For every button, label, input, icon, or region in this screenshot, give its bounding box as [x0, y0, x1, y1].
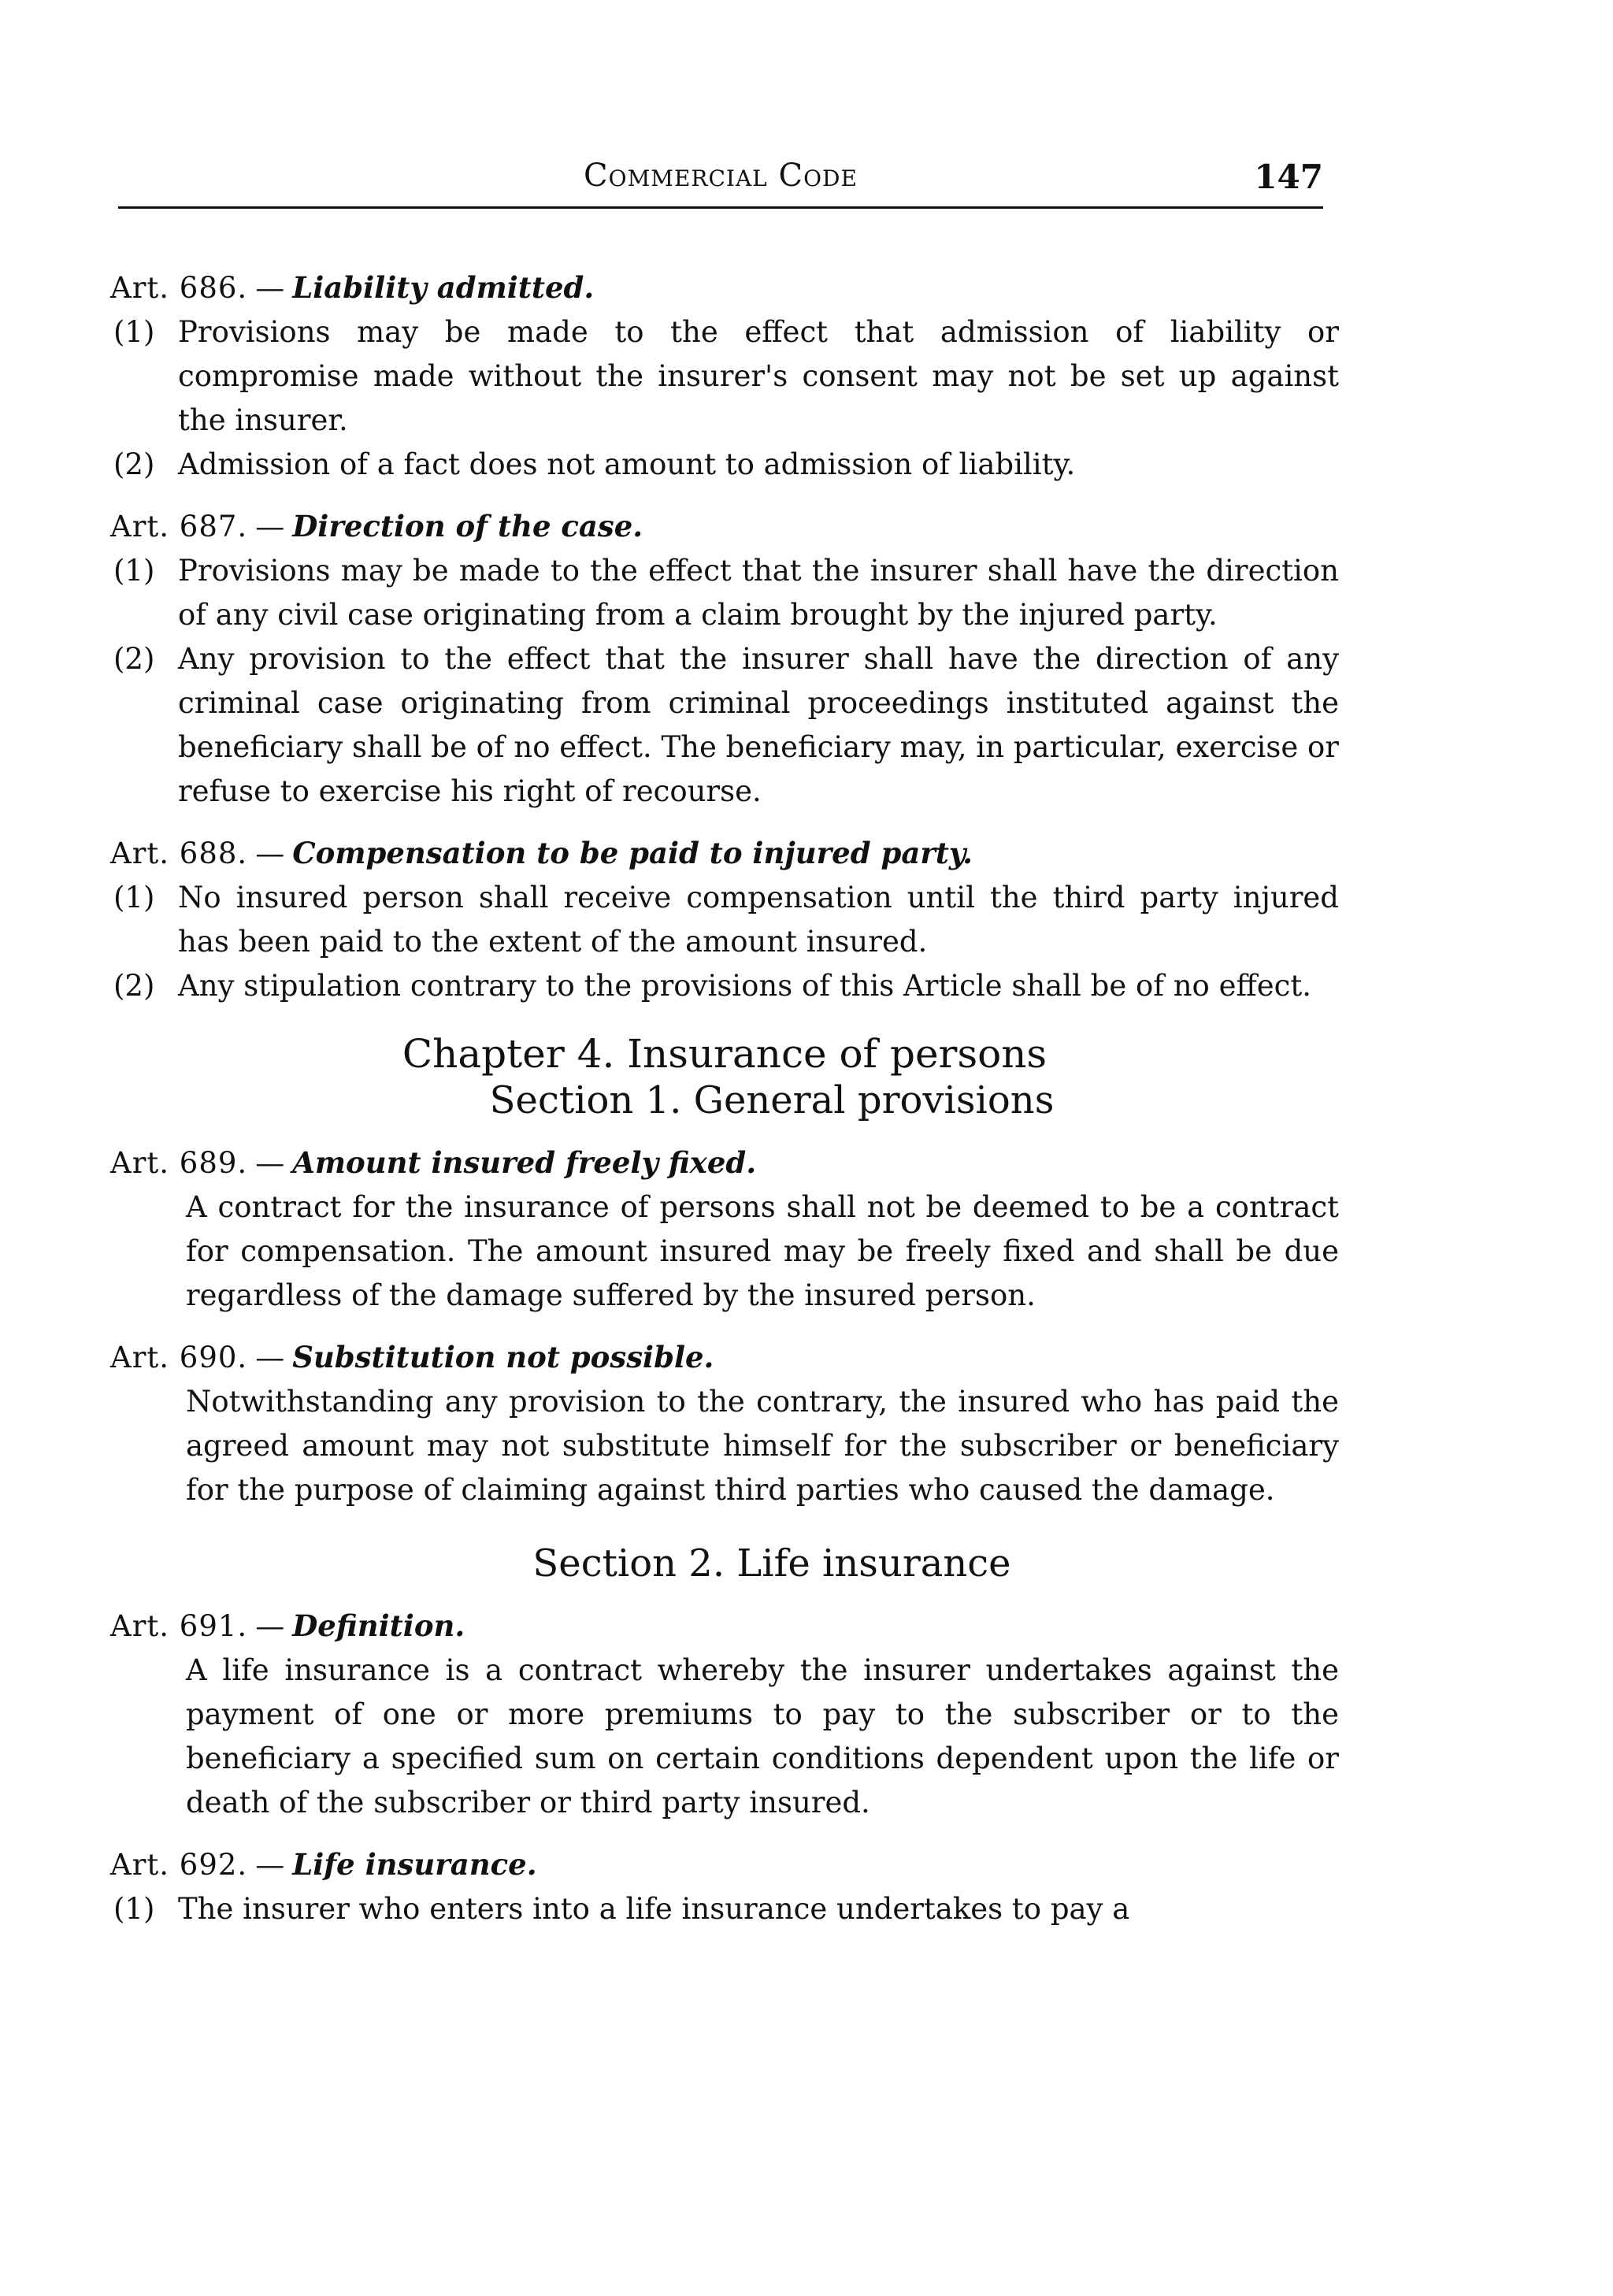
article-heading: Art. 691. — Definition.	[110, 1608, 465, 1643]
page-content	[110, 248, 1339, 1931]
article-number: Art. 690.	[110, 1341, 248, 1374]
article-number: Art. 689.	[110, 1146, 248, 1180]
article-title: Substitution not possible.	[292, 1340, 714, 1374]
article-heading: Art. 686. — Liability admitted.	[110, 270, 595, 305]
article-number: Art. 692.	[110, 1848, 248, 1882]
item-text: Any stipulation contrary to the provisions of this Article shall be of no effect.	[178, 969, 1312, 1003]
item-marker: (1)	[113, 315, 155, 349]
article-item	[110, 876, 1339, 964]
article-title: Definition.	[292, 1608, 465, 1643]
article-690	[110, 1335, 1339, 1512]
section-title: Section 1. General provisions	[489, 1078, 1055, 1122]
item-text: Admission of a fact does not amount to admission of liability.	[178, 447, 1076, 481]
article-number: Art. 688.	[110, 836, 248, 870]
item-text: Any provision to the effect that the insurer shall have the direction of any criminal case originating from criminal proceedings instituted against the beneficiary shall be of no effect. The beneficiary may, in particular, exercise or refuse to exercise his right of recourse.	[178, 642, 1339, 808]
article-text: A life insurance is a contract whereby the insurer undertakes against the payment of one or more premiums to pay to the subscriber or to the beneficiary a specified sum on certain conditions dependent upon the life or death of the subscriber or third party insured.	[186, 1653, 1339, 1819]
article-heading: Art. 687. — Direction of the case.	[110, 509, 643, 543]
article-title: Direction of the case.	[292, 509, 643, 543]
article-heading: Art. 688. — Compensation to be paid to injured party.	[110, 836, 973, 870]
article-text: Notwithstanding any provision to the contrary, the insured who has paid the agreed amount may not substitute himself for the subscriber or beneficiary for the purpose of claiming against third parties who caused the damage.	[186, 1385, 1339, 1507]
article-heading: Art. 690. — Substitution not possible.	[110, 1340, 714, 1374]
item-marker: (1)	[113, 554, 155, 588]
article-heading: Art. 689. — Amount insured freely fixed.	[110, 1145, 757, 1180]
section-title: Section 2. Life insurance	[532, 1541, 1011, 1586]
article-text: A contract for the insurance of persons shall not be deemed to be a contract for compensation. The amount insured may be freely fixed and shall be due regardless of the damage suffered by the insured person.	[186, 1190, 1339, 1312]
article-item	[110, 637, 1339, 814]
item-text: Provisions may be made to the effect that the insurer shall have the direction of any civil case originating from a claim brought by the injured party.	[178, 554, 1339, 632]
article-688	[110, 831, 1339, 1008]
page-number: 147	[1254, 158, 1323, 196]
article-687	[110, 504, 1339, 814]
running-title: Commercial Code	[584, 158, 858, 194]
article-title: Liability admitted.	[292, 270, 595, 305]
item-marker: (2)	[113, 969, 155, 1003]
article-title: Compensation to be paid to injured party.	[292, 836, 973, 870]
item-marker: (1)	[113, 1892, 155, 1926]
article-691	[110, 1604, 1339, 1825]
article-692	[110, 1842, 1339, 1931]
item-marker: (2)	[113, 447, 155, 481]
item-text: The insurer who enters into a life insurance undertakes to pay a	[178, 1892, 1130, 1926]
article-item	[110, 549, 1339, 637]
article-title: Life insurance.	[292, 1847, 537, 1882]
header-rule	[118, 206, 1323, 209]
item-text: No insured person shall receive compensation until the third party injured has been paid to the extent of the amount insured.	[178, 881, 1339, 959]
article-item	[110, 964, 1339, 1008]
article-number: Art. 687.	[110, 510, 248, 543]
article-number: Art. 686.	[110, 271, 248, 305]
page-header	[118, 158, 1323, 205]
chapter-title: Chapter 4. Insurance of persons	[402, 1031, 1048, 1077]
item-marker: (2)	[113, 642, 155, 676]
article-689	[110, 1141, 1339, 1318]
article-heading: Art. 692. — Life insurance.	[110, 1847, 537, 1882]
article-686	[110, 265, 1339, 487]
article-item	[110, 443, 1339, 487]
item-text: Provisions may be made to the effect that admission of liability or compromise made without the insurer's consent may not be set up against the insurer.	[178, 315, 1339, 437]
article-item	[110, 310, 1339, 443]
article-title: Amount insured freely fixed.	[292, 1145, 757, 1180]
item-marker: (1)	[113, 881, 155, 914]
article-item	[110, 1887, 1339, 1931]
article-number: Art. 691.	[110, 1609, 248, 1643]
